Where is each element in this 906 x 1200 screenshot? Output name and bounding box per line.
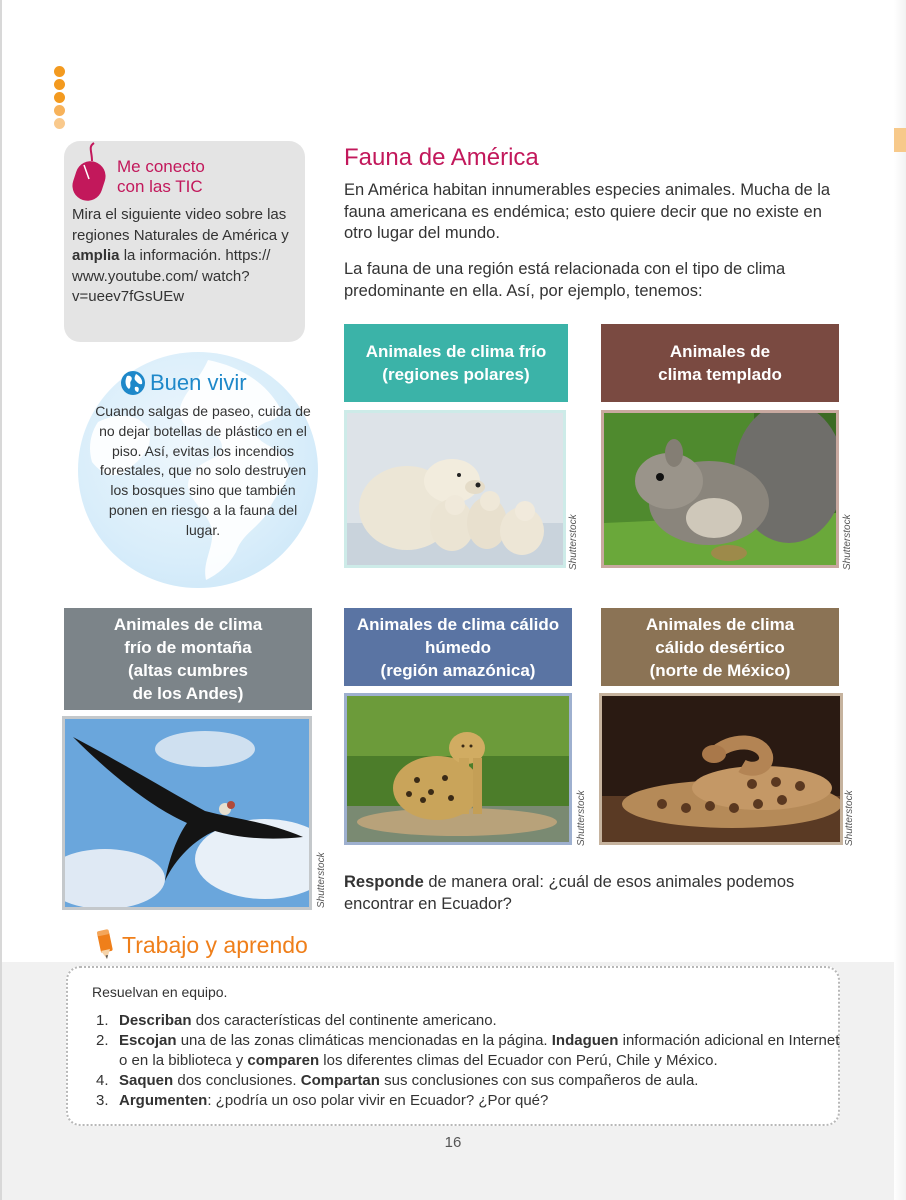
photo-credit: Shutterstock	[844, 790, 855, 846]
tic-box	[64, 141, 305, 342]
list-item: 2. Escojan una de las zonas climáticas mencionadas en la página. Indaguen información adicional en Internet o en la biblioteca y comparen los diferentes climas del Ecuador con Perú, Chile y México.	[96, 1032, 840, 1069]
rattlesnake-photo	[599, 693, 843, 845]
globe-icon	[120, 370, 146, 396]
activity-heading	[94, 928, 308, 962]
activity-intro: Resuelvan en equipo.	[92, 984, 228, 1000]
pencil-icon	[94, 928, 116, 962]
category-cold-label: Animales de clima frío (regiones polares)	[344, 324, 568, 402]
category-mountain-label: Animales de clima frío de montaña (altas cumbres de los Andes)	[64, 608, 312, 710]
list-item: 1. Describan dos características del continente americano.	[96, 1012, 497, 1029]
photo-credit: Shutterstock	[568, 514, 579, 570]
category-desert-label: Animales de clima cálido desértico (norte de México)	[601, 608, 839, 686]
respond-prompt: Responde de manera oral: ¿cuál de esos animales podemos encontrar en Ecuador?	[344, 873, 795, 913]
climate-paragraph: La fauna de una región está relacionada con el tipo de clima predominante en ella. Así, por ejemplo, tenemos:	[344, 260, 786, 300]
intro-paragraph: En América habitan innumerables especies animales. Mucha de la fauna americana es endémica; esto quiere decir que no existe en otro lugar del mundo.	[344, 181, 831, 242]
category-humid-label: Animales de clima cálido húmedo (región amazónica)	[344, 608, 572, 686]
buen-vivir-title: Buen vivir	[150, 370, 247, 395]
decorative-dots	[54, 66, 65, 131]
tic-title: Me conecto con las TIC	[117, 157, 205, 196]
tic-body: Mira el siguiente video sobre las regiones Naturales de América y amplia la información. https:// www.youtube.com/ watch?v=ueev7fGsUEw	[72, 206, 289, 305]
buen-vivir-body: Cuando salgas de paseo, cuida de no dejar botellas de plástico en el piso. Así, evitas los incendios forestales, que no solo destruyen los bosques sino que también ponen en riesgo a la fauna del lugar.	[95, 403, 311, 538]
category-temperate-label: Animales de clima templado	[601, 324, 839, 402]
photo-credit: Shutterstock	[576, 790, 587, 846]
activity-list	[96, 1011, 840, 1111]
page-title: Fauna de América	[344, 144, 539, 171]
list-item: 3. Argumenten: ¿podría un oso polar vivir en Ecuador? ¿Por qué?	[96, 1092, 549, 1109]
photo-credit: Shutterstock	[842, 514, 853, 570]
jaguar-photo	[344, 693, 572, 845]
list-item: 4. Saquen dos conclusiones. Compartan sus conclusiones con sus compañeros de aula.	[96, 1072, 699, 1089]
photo-credit: Shutterstock	[316, 852, 327, 908]
mouse-icon	[68, 141, 112, 203]
condor-photo	[62, 716, 312, 910]
page-right-edge	[894, 0, 906, 1200]
page-number: 16	[444, 1134, 462, 1151]
buen-vivir-heading	[120, 370, 247, 396]
squirrel-photo	[601, 410, 839, 568]
polar-bear-photo	[344, 410, 566, 568]
activity-title: Trabajo y aprendo	[122, 931, 308, 958]
page-tab-marker	[894, 128, 906, 152]
